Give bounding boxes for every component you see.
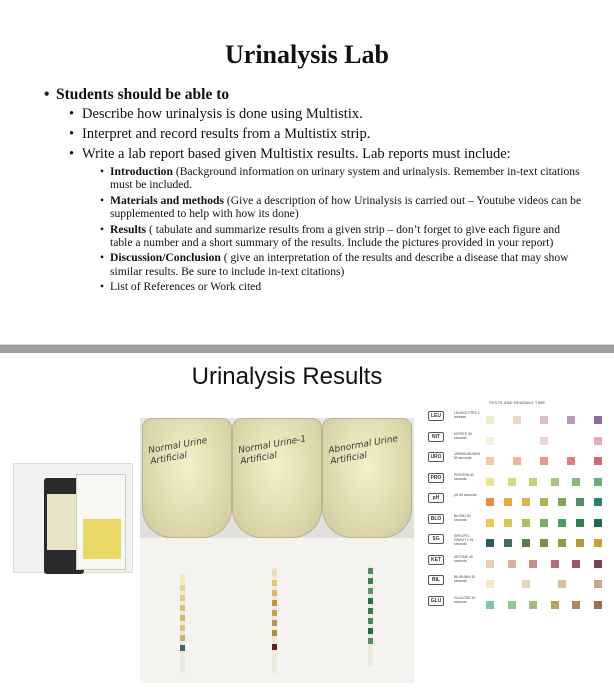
color-swatch <box>594 560 602 568</box>
color-swatch <box>486 498 494 506</box>
report-part-item <box>100 251 584 278</box>
color-swatch <box>551 601 559 609</box>
color-swatch <box>522 539 530 547</box>
color-swatch <box>540 498 548 506</box>
multistix-package-image <box>13 463 133 573</box>
slide-lab-objectives <box>0 0 614 345</box>
color-swatch <box>486 416 494 424</box>
chart-row <box>428 531 606 552</box>
chart-row-name: PROTEIN 60 seconds <box>454 472 474 481</box>
color-swatch <box>594 416 602 424</box>
color-swatch <box>576 539 584 547</box>
color-swatch <box>504 539 512 547</box>
report-part-heading: Materials and methods <box>110 193 225 207</box>
bullet-icon: • <box>100 280 105 294</box>
color-swatch <box>486 539 494 547</box>
color-swatch <box>540 539 548 547</box>
color-swatch <box>567 416 575 424</box>
color-swatch <box>529 601 537 609</box>
color-swatch <box>572 478 580 486</box>
report-part-text: ( give an interpretation of the results and describe a disease that may show similar results. Be sure to include in-text citations) <box>110 251 569 278</box>
jar-label: Normal Urine Artificial <box>147 435 209 467</box>
color-swatch <box>486 519 494 527</box>
report-part-item <box>100 223 584 250</box>
chart-row-name: SPECIFIC GRAVITY 45 seconds <box>454 534 474 546</box>
color-swatch <box>504 519 512 527</box>
chart-row-name: GLUCOSE 30 seconds <box>454 595 476 604</box>
report-part-item <box>100 280 584 293</box>
color-swatch <box>508 601 516 609</box>
bullet-icon: • <box>69 146 75 162</box>
bullet-icon: • <box>100 193 105 207</box>
color-swatch <box>540 519 548 527</box>
chart-row-tag: GLU <box>428 596 444 606</box>
objective-text: Interpret and record results from a Multistix strip. <box>82 126 371 142</box>
color-swatch <box>504 498 512 506</box>
objectives-list <box>44 86 584 294</box>
report-part-item <box>100 165 584 192</box>
bullet-icon: • <box>100 222 105 236</box>
report-part-item <box>100 194 584 221</box>
sample-jar-1 <box>142 418 232 538</box>
color-swatch <box>558 580 566 588</box>
color-swatch <box>508 478 516 486</box>
bullet-icon: • <box>100 251 105 265</box>
chart-row-tag: BLO <box>428 514 444 524</box>
chart-row-tag: NIT <box>428 432 444 442</box>
color-swatch <box>522 580 530 588</box>
color-swatch <box>486 478 494 486</box>
test-strip-3 <box>368 566 373 666</box>
color-swatch <box>594 601 602 609</box>
bullet-icon: • <box>100 165 105 178</box>
report-part-text: ( tabulate and summarize results from a given strip – don’t forget to give each figure and table a number and a short summary of the results. Include the pictures provided in your report) <box>110 222 560 250</box>
color-swatch <box>576 519 584 527</box>
color-swatch <box>551 560 559 568</box>
chart-row-tag: pH <box>428 493 444 503</box>
chart-header: TESTS AND READING TIME <box>488 400 546 405</box>
chart-row <box>428 429 606 450</box>
multistix-box <box>76 474 126 570</box>
color-swatch <box>558 498 566 506</box>
chart-row <box>428 593 606 614</box>
chart-row-tag: URO <box>428 452 444 462</box>
slide-title: Urinalysis Lab <box>225 40 389 69</box>
chart-row-tag: LEU <box>428 411 444 421</box>
color-swatch <box>594 437 602 445</box>
slide-title: Urinalysis Results <box>191 363 383 390</box>
chart-row-name: pH 60 seconds <box>454 493 477 497</box>
report-part-heading: Introduction <box>110 165 173 178</box>
objective-item <box>69 126 584 143</box>
test-strip-2 <box>272 568 277 673</box>
main-bullet <box>44 86 584 103</box>
objective-item <box>69 106 584 123</box>
bullet-icon: • <box>69 106 75 122</box>
color-swatch <box>540 457 548 465</box>
chart-row <box>428 408 606 429</box>
chart-row <box>428 511 606 532</box>
color-swatch <box>529 478 537 486</box>
multistix-color-chart <box>428 398 606 618</box>
color-swatch <box>551 478 559 486</box>
chart-row <box>428 572 606 593</box>
slide-separator <box>0 345 614 353</box>
objective-text: Describe how urinalysis is done using Multistix. <box>82 106 363 122</box>
slide-results <box>0 353 614 700</box>
chart-row <box>428 470 606 491</box>
color-swatch <box>529 560 537 568</box>
jar-label: Normal Urine-1 Artificial <box>237 434 308 467</box>
sample-jar-2 <box>232 418 322 538</box>
chart-row-tag: SG <box>428 534 444 544</box>
color-swatch <box>513 457 521 465</box>
chart-row-name: BLOOD 60 seconds <box>454 513 471 522</box>
test-strip-1 <box>180 573 185 673</box>
color-swatch <box>572 560 580 568</box>
jar-label: Abnormal Urine Artificial <box>327 434 399 467</box>
color-swatch <box>558 519 566 527</box>
objective-text: Write a lab report based given Multistix results. Lab reports must include: <box>82 146 511 162</box>
report-part-text: (Give a description of how Urinalysis is carried out – Youtube videos can be supplemented to help with how its done) <box>110 193 582 221</box>
color-swatch <box>594 498 602 506</box>
chart-row-name: BILIRUBIN 30 seconds <box>454 575 476 583</box>
color-swatch <box>567 457 575 465</box>
color-swatch <box>486 457 494 465</box>
main-bullet-text: Students should be able to <box>56 86 230 103</box>
color-swatch <box>594 519 602 527</box>
bullet-icon: • <box>44 86 50 103</box>
color-swatch <box>572 601 580 609</box>
report-part-text: List of References or Work cited <box>110 280 262 294</box>
color-swatch <box>508 560 516 568</box>
chart-row <box>428 490 606 511</box>
color-swatch <box>558 539 566 547</box>
chart-row-tag: KET <box>428 555 444 565</box>
color-swatch <box>594 478 602 486</box>
color-swatch <box>594 539 602 547</box>
chart-row-name: UROBILINOGEN 60 seconds <box>454 452 480 460</box>
color-swatch <box>594 580 602 588</box>
bullet-icon: • <box>69 126 75 142</box>
chart-row-name: KETONE 40 seconds <box>454 554 473 563</box>
report-part-heading: Results <box>110 222 147 236</box>
objective-item <box>69 146 584 163</box>
color-swatch <box>576 498 584 506</box>
color-swatch <box>540 416 548 424</box>
color-swatch <box>513 416 521 424</box>
chart-row-tag: BIL <box>428 575 444 585</box>
report-part-text: (Background information on urinary system and urinalysis. Remember in-text citations must be included. <box>110 165 580 192</box>
color-swatch <box>486 437 494 445</box>
color-swatch <box>486 601 494 609</box>
chart-row <box>428 449 606 470</box>
color-swatch <box>540 437 548 445</box>
chart-row-name: NITRITE 60 seconds <box>454 431 472 440</box>
sample-jar-3 <box>322 418 412 538</box>
color-swatch <box>486 580 494 588</box>
color-swatch <box>522 519 530 527</box>
color-swatch <box>486 560 494 568</box>
chart-row <box>428 552 606 573</box>
report-part-heading: Discussion/Conclusion <box>110 251 221 265</box>
chart-row-tag: PRO <box>428 473 444 483</box>
chart-row-name: LEUKOCYTES 2 minutes <box>454 411 480 419</box>
color-swatch <box>594 457 602 465</box>
urine-samples-photo <box>140 418 414 683</box>
color-swatch <box>522 498 530 506</box>
